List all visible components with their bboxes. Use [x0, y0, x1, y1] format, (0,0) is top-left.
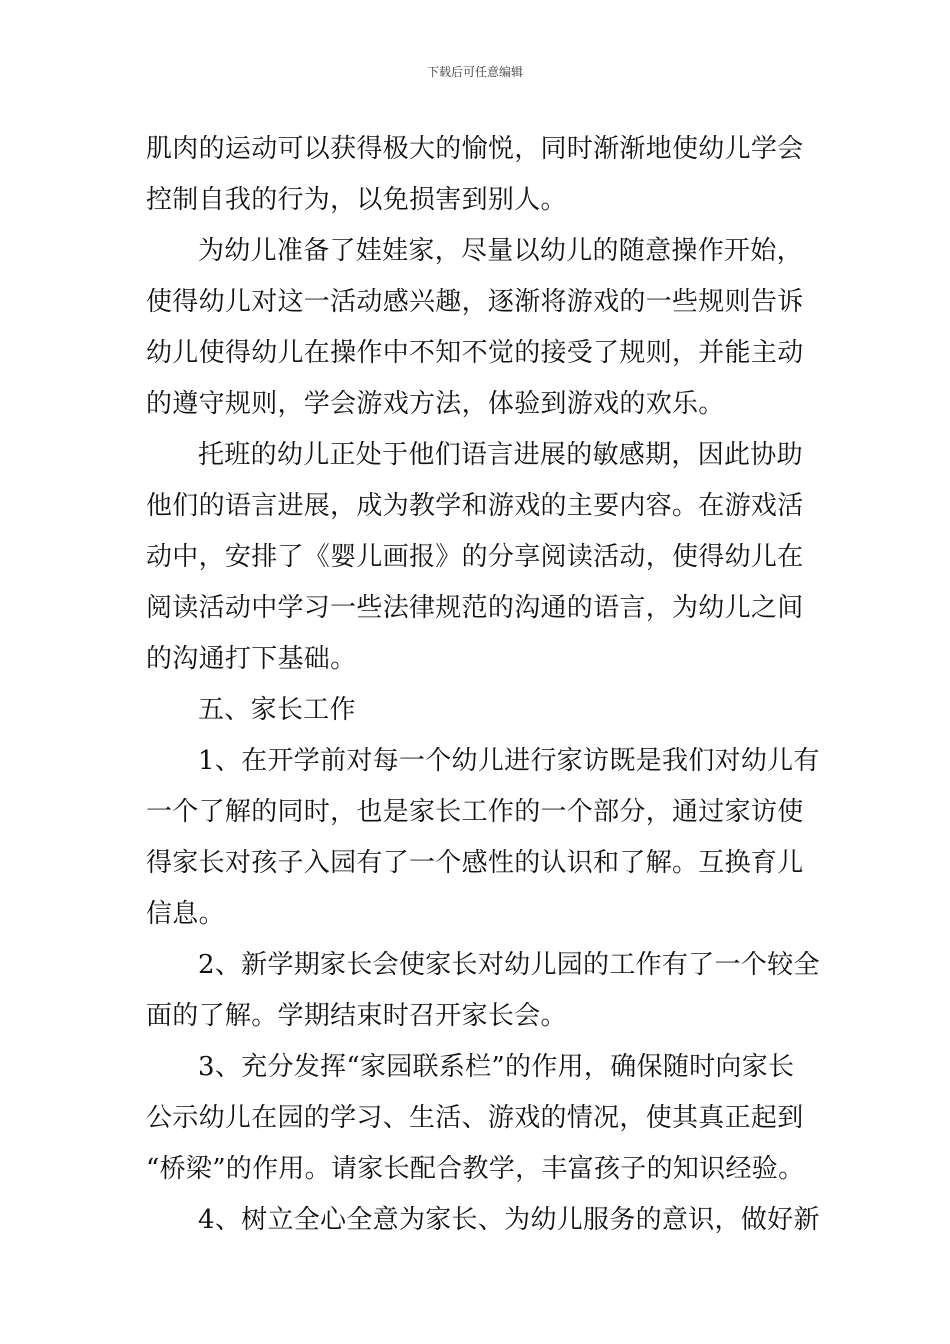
text-line: 得家长对孩子入园有了一个感性的认识和了解。互换育儿: [146, 848, 804, 878]
paragraph: [146, 736, 820, 940]
page-header: 下载后可任意编辑: [426, 65, 523, 79]
paragraph: [146, 940, 820, 1042]
text-line: 4、树立全心全意为家长、为幼儿服务的意识，做好新: [198, 1205, 820, 1235]
paragraph: [146, 1195, 820, 1246]
text-line: 控制自我的行为，以免损害到别人。: [146, 185, 567, 215]
text-line: 阅读活动中学习一些法律规范的沟通的语言，为幼儿之间: [146, 593, 804, 623]
text-line: 动中，安排了《婴儿画报》的分享阅读活动，使得幼儿在: [146, 542, 804, 572]
text-line: 肌肉的运动可以获得极大的愉悦，同时渐渐地使幼儿学会: [146, 134, 804, 164]
text-line: 的遵守规则，学会游戏方法，体验到游戏的欢乐。: [146, 389, 725, 419]
paragraph: [146, 226, 808, 430]
text-line: 1、在开学前对每一个幼儿进行家访既是我们对幼儿有: [198, 746, 820, 776]
document-body: [146, 124, 820, 1246]
section-heading: [146, 685, 808, 736]
text-line: 为幼儿准备了娃娃家，尽量以幼儿的随意操作开始，: [198, 236, 803, 266]
text-line: 3、充分发挥“家园联系栏”的作用，确保随时向家长: [198, 1052, 795, 1082]
paragraph: [146, 430, 808, 685]
text-line: 托班的幼儿正处于他们语言进展的敏感期，因此协助: [198, 440, 803, 470]
heading-line: 五、家长工作: [198, 695, 356, 725]
text-line: 幼儿使得幼儿在操作中不知不觉的接受了规则，并能主动: [146, 338, 804, 368]
paragraph: [146, 124, 808, 226]
text-line: 信息。: [146, 899, 225, 929]
text-line: 公示幼儿在园的学习、生活、游戏的情况，使其真正起到: [146, 1103, 804, 1133]
paragraph: [146, 1042, 808, 1195]
text-line: 2、新学期家长会使家长对幼儿园的工作有了一个较全: [198, 950, 820, 980]
text-line: 一个了解的同时，也是家长工作的一个部分，通过家访使: [146, 797, 804, 827]
text-line: 他们的语言进展，成为教学和游戏的主要内容。在游戏活: [146, 491, 804, 521]
text-line: 的沟通打下基础。: [146, 644, 357, 674]
text-line: “桥梁”的作用。请家长配合教学，丰富孩子的知识经验。: [146, 1154, 805, 1184]
text-line: 面的了解。学期结束时召开家长会。: [146, 1001, 567, 1031]
text-line: 使得幼儿对这一活动感兴趣，逐渐将游戏的一些规则告诉: [146, 287, 804, 317]
